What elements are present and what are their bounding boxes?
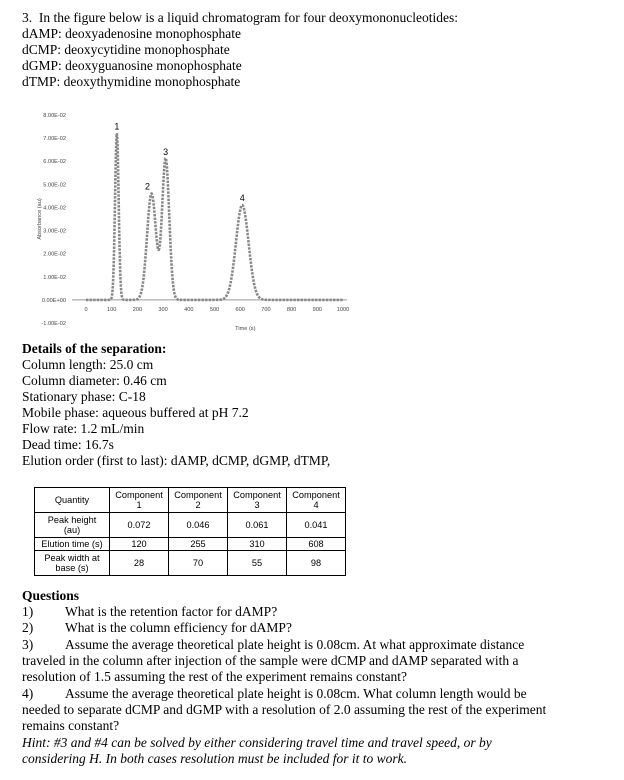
question-1-text: What is the retention factor for dAMP? xyxy=(65,604,278,619)
table-header-row xyxy=(35,488,346,513)
question-3-text-line-1: Assume the average theoretical plate height is 0.08cm. At what approximate distance xyxy=(65,637,525,652)
y-tick-label: 0.00E+00 xyxy=(41,297,66,304)
table-cell: Quantity xyxy=(35,488,110,513)
y-tick-label: 8.00E-02 xyxy=(43,113,66,119)
x-tick-label: 500 xyxy=(209,306,220,313)
question-4-text-line-1: Assume the average theoretical plate height is 0.08cm. What column length would be xyxy=(65,686,527,701)
table-row xyxy=(35,538,346,551)
definition-dcmp: dCMP: deoxycytidine monophosphate xyxy=(22,42,230,57)
y-axis-label: Absorbance (au) xyxy=(37,198,43,240)
question-3-number: 3) xyxy=(22,637,34,652)
y-tick-label: 6.00E-02 xyxy=(43,159,66,166)
y-tick-label: 1.00E-02 xyxy=(43,274,66,281)
question-3-text-line-2: traveled in the column after injection of the sample were dCMP and dAMP separated with a xyxy=(22,653,519,668)
peak-labels xyxy=(114,121,244,203)
table-cell: 0.072 xyxy=(110,513,169,538)
table-cell: 0.046 xyxy=(169,513,228,538)
x-axis-ticks xyxy=(84,307,349,313)
detail-stationary-phase: Stationary phase: C-18 xyxy=(22,389,146,404)
table-cell: 608 xyxy=(287,538,346,551)
table-cell: 120 xyxy=(110,538,169,551)
peak-label: 2 xyxy=(145,181,151,192)
x-tick-label: 400 xyxy=(184,306,194,313)
y-tick-label: 3.00E-02 xyxy=(43,228,66,235)
peak-label: 3 xyxy=(163,146,169,157)
detail-mobile-phase: Mobile phase: aqueous buffered at pH 7.2 xyxy=(22,405,249,420)
table-cell: 55 xyxy=(228,551,287,576)
table-row xyxy=(35,551,346,576)
table-cell: Peak height (au) xyxy=(35,513,110,538)
x-tick-label: 900 xyxy=(312,306,322,313)
y-tick-label: 7.00E-02 xyxy=(43,136,66,143)
detail-column-length: Column length: 25.0 cm xyxy=(22,357,154,372)
x-tick-label: 0 xyxy=(84,306,88,313)
y-tick-label: 5.00E-02 xyxy=(43,182,66,189)
x-tick-label: 1000 xyxy=(336,306,350,313)
peak-label: 4 xyxy=(239,193,245,204)
question-2-number: 2) xyxy=(22,620,34,635)
detail-elution-order: Elution order (first to last): dAMP, dCMP, dGMP, dTMP, xyxy=(22,453,331,468)
x-tick-label: 100 xyxy=(107,306,117,313)
table-cell: Component 1 xyxy=(110,488,169,513)
peak-label: 1 xyxy=(114,121,120,132)
table-row xyxy=(35,513,346,538)
question-4-number: 4) xyxy=(22,686,34,701)
table-cell: Component 4 xyxy=(287,488,346,513)
detail-flow-rate: Flow rate: 1.2 mL/min xyxy=(22,421,145,436)
y-tick-label: -1.00E-02 xyxy=(41,321,66,327)
chromatogram-trace xyxy=(86,133,343,299)
question-1-number: 1) xyxy=(22,604,34,619)
hint-line-1: Hint: #3 and #4 can be solved by either considering travel time and travel speed, or by xyxy=(22,735,492,750)
y-tick-label: 2.00E-02 xyxy=(43,251,66,258)
definition-damp: dAMP: deoxyadenosine monophosphate xyxy=(22,26,241,41)
peak-data-table xyxy=(34,487,346,576)
table-cell: 98 xyxy=(287,551,346,576)
definition-dtmp: dTMP: deoxythymidine monophosphate xyxy=(22,74,241,89)
table-cell: Elution time (s) xyxy=(35,538,110,551)
detail-dead-time: Dead time: 16.7s xyxy=(22,437,114,452)
question-2-text: What is the column efficiency for dAMP? xyxy=(65,620,292,635)
table-cell: 28 xyxy=(110,551,169,576)
x-tick-label: 700 xyxy=(261,306,271,313)
questions-heading: Questions xyxy=(22,588,80,603)
x-tick-label: 300 xyxy=(158,306,168,313)
table-cell: 0.041 xyxy=(287,513,346,538)
question-3-intro: 3. In the figure below is a liquid chromatogram for four deoxymononucleotides: xyxy=(22,10,459,25)
x-axis-label: Time (s) xyxy=(235,325,256,332)
table-cell: Component 3 xyxy=(228,488,287,513)
definition-dgmp: dGMP: deoxyguanosine monophosphate xyxy=(22,58,242,73)
table-cell: Peak width at base (s) xyxy=(35,551,110,576)
table-cell: 70 xyxy=(169,551,228,576)
x-tick-label: 600 xyxy=(235,306,245,313)
table-cell: 310 xyxy=(228,538,287,551)
y-tick-label: 4.00E-02 xyxy=(43,205,66,212)
table-cell: Component 2 xyxy=(169,488,228,513)
detail-column-diameter: Column diameter: 0.46 cm xyxy=(22,373,167,388)
y-axis-ticks xyxy=(41,113,66,327)
question-4-text-line-2: needed to separate dCMP and dGMP with a resolution of 2.0 assuming the rest of the experiment xyxy=(22,702,547,717)
table-cell: 255 xyxy=(169,538,228,551)
x-tick-label: 200 xyxy=(132,306,143,313)
details-heading: Details of the separation: xyxy=(22,341,167,356)
x-tick-label: 800 xyxy=(286,306,297,313)
hint-line-2: considering H. In both cases resolution must be included for it to work. xyxy=(22,751,407,766)
question-3-text-line-3: resolution of 1.5 assuming the rest of the experiment remains constant? xyxy=(22,669,408,684)
question-4-text-line-3: remains constant? xyxy=(22,718,120,733)
table-cell: 0.061 xyxy=(228,513,287,538)
chromatogram-chart xyxy=(30,108,360,340)
